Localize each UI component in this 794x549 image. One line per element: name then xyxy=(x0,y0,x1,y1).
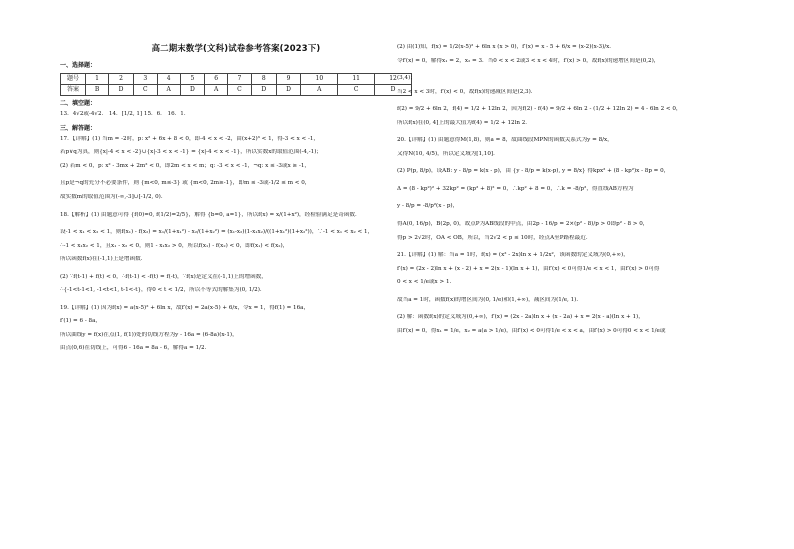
answer-cell: D xyxy=(109,85,134,96)
answer-cell: C xyxy=(133,85,157,96)
solution-line: 所以曲线y = f(x)在点(1, f(1))处的切线方程为y - 16a = (6-8a)(x-1)， xyxy=(60,331,238,338)
question-number-cell: 10 xyxy=(301,74,338,85)
answer-cell: C xyxy=(338,85,375,96)
section-heading-solutions: 三、解答题： xyxy=(60,124,97,132)
solution-line: 0 < x < 1/e或x > 1． xyxy=(397,279,456,286)
solution-line: 且p是¬q的充分不必要条件，则 {m<0, m≤-3} 或 {m<0, 2m≥-1}，即m ≤ -3或-1/2 ≤ m < 0， xyxy=(60,180,311,187)
solution-line: 又得N(10, 4/5)，所以定义域为[1,10]． xyxy=(397,150,499,157)
answer-cell: D xyxy=(276,85,301,96)
page-title: 高二期末数学(文科)试卷参考答案(2023下) xyxy=(151,43,321,53)
answer-cell: D xyxy=(251,85,276,96)
table-row-answers xyxy=(61,85,412,96)
answer-cell: B xyxy=(86,85,109,96)
question-number-cell: 4 xyxy=(157,74,180,85)
table-header-number: 题号 xyxy=(61,74,86,85)
answer-cell: D xyxy=(180,85,205,96)
solution-line: f′(1) = 6 - 8a， xyxy=(60,318,101,325)
solution-line: 20.【详解】(1) 由题意得M(1,8)，则a = 8，故曲线段MPN的函数关系式为y = 8/x， xyxy=(397,137,613,144)
solution-line: 故实数m的取值范围为(-∞,-3]∪[-1/2, 0)． xyxy=(60,194,167,201)
question-number-cell: 2 xyxy=(109,74,134,85)
solution-line: 所以f(x)在(0, 4]上的最大值为f(4) = 1/2 + 12ln 2． xyxy=(397,119,531,126)
solution-line: 由点(0,6)在切线上，可得6 - 16a = 8a - 6，解得a = 1/2． xyxy=(60,345,211,352)
solution-line: (2) P(p, 8/p)，设AB: y - 8/p = k(x - p)，由 {y - 8/p = k(x-p), y = 8/x} 得kpx² + (8 - kp²)x - 8p = 0， xyxy=(397,168,670,175)
question-number-cell: 8 xyxy=(251,74,276,85)
solution-line: 令f′(x) = 0，解得x₁ = 2，x₂ = 3．当0 < x < 2或3 < x < 4时，f′(x) > 0，故f(x)的递增区间是(0,2)， xyxy=(397,57,660,64)
question-number-cell: 3 xyxy=(133,74,157,85)
solution-line: 当2 < x < 3时，f′(x) < 0，故f(x)的递减区间是(2,3)． xyxy=(397,88,537,95)
solution-line: Δ = (8 - kp²)² + 32kp² = (kp² + 8)² = 0，∴kp² + 8 = 0，∴k = -8/p²，得直线AB方程为 xyxy=(397,185,634,192)
left-column xyxy=(60,58,412,359)
question-number-cell: 7 xyxy=(228,74,252,85)
solution-line: 所以函数f(x)在(-1,1)上是增函数． xyxy=(60,256,147,263)
question-number-cell: 12 xyxy=(375,74,412,85)
answer-cell: A xyxy=(157,85,180,96)
solution-line: 18.【解析】(1) 由题意可得 {f(0)=0, f(1/2)=2/5}，解得 {b=0, a=1}，所以f(x) = x/(1+x²)，经检验满足是奇函数． xyxy=(60,211,361,218)
solution-line: f(2) = 9/2 + 6ln 2，f(4) = 1/2 + 12ln 2，因为f(2) - f(4) = 9/2 + 6ln 2 - (1/2 + 12ln 2) = 4 - 6ln 2 < 0， xyxy=(397,106,682,113)
solution-line: 17．【详解】(1) 当m = -2时，p: x² + 6x + 8 < 0，即-4 < x < -2，由(x+2)³ < 1，得-3 < x < -1， xyxy=(60,135,320,142)
right-solution-lines xyxy=(397,44,749,335)
answer-cell: A xyxy=(301,85,338,96)
solution-line: 故当a = 1时，函数f(x)的增区间为(0, 1/e)和(1,+∞)，减区间为(1/e, 1)． xyxy=(397,296,582,303)
solution-line: 19.【详解】(1) 因为f(x) = a(x-5)² + 6ln x，故f′(x) = 2a(x-5) + 6/x，令x = 1，得f(1) = 16a， xyxy=(60,304,310,311)
solution-line: 21.【详解】(1) 解：当a = 1时，f(x) = (x² - 2x)ln x + 1/2x²，该函数的定义域为(0,+∞)， xyxy=(397,252,629,259)
solution-line: (3,4)； xyxy=(397,75,416,82)
table-row-numbers xyxy=(61,74,412,85)
section-heading-choice: 一、选择题： xyxy=(60,62,97,69)
solution-line: ∴-1 < x₁x₂ < 1，且x₁ - x₂ < 0，则1 - x₁x₂ > 0，所以f(x₁) - f(x₂) < 0，即f(x₁) < f(x₂)， xyxy=(60,242,289,249)
answer-cell: A xyxy=(205,85,228,96)
solution-line: 由f′(x) = 0，得x₁ = 1/e，x₂ = a(a > 1/e)，由f′(x) < 0可得1/e < x < a，由f′(x) > 0可得0 < x < 1/e或 xyxy=(397,327,666,334)
question-number-cell: 1 xyxy=(86,74,109,85)
question-number-cell: 6 xyxy=(205,74,228,85)
answer-table xyxy=(60,73,412,96)
solution-line: 设-1 < x₁ < x₂ < 1，则f(x₁) - f(x₂) = x₁/(1+x₁²) - x₂/(1+x₂²) = (x₁-x₂)(1-x₁x₂)/((1+x₁²)(1+x₂²))，∵-1 < x₁ < x₂ < 1， xyxy=(60,229,374,236)
answer-cell: D xyxy=(375,85,412,96)
solution-line: 得A(0, 16/p)，B(2p, 0)，故点P为AB线段的中点，由2p - 16/p = 2×(p² - 8)/p > 0即p² - 8 > 0， xyxy=(397,221,649,228)
solution-line: y - 8/p = -8/p²(x - p)， xyxy=(397,203,459,210)
right-column xyxy=(397,44,749,341)
fill-answers: 13．4√2或-4√2． 14．[1/2, 1] 15．6． 16．1． xyxy=(60,111,190,118)
solution-line: (2) 解：函数f(x)的定义域为(0,+∞)，f′(x) = (2x - 2a)ln x + (x - 2a) + x = 2(x - a)(ln x + 1)， xyxy=(397,314,644,321)
table-header-answer: 答案 xyxy=(61,85,86,96)
section-heading-fill: 二、填空题： xyxy=(60,100,97,108)
question-number-cell: 5 xyxy=(180,74,205,85)
solution-line: (2) ∵f(t-1) + f(t) < 0，∴f(t-1) < -f(t) = f(-t)，∵f(x)是定义在(-1,1)上的增函数， xyxy=(60,273,267,280)
solution-line: (2) 由(1)知，f(x) = 1/2(x-5)² + 6ln x (x > 0)，f′(x) = x - 5 + 6/x = (x-2)(x-3)/x． xyxy=(397,44,615,50)
left-solution-lines xyxy=(60,136,412,353)
solution-line: ∴{-1<t-1<1, -1<t<1, t-1<-t}，得0 < t < 1/2，所以不等式的解集为(0, 1/2)． xyxy=(60,287,266,294)
solution-line: 得p > 2√2时，OA < OB，所以，当2√2 < p ≤ 10时，经点A至P路程最近． xyxy=(397,234,592,241)
solution-line: f′(x) = (2x - 2)ln x + (x - 2) + x = 2(x - 1)(ln x + 1)，由f′(x) < 0可得1/e < x < 1，由f′(x) > 0可得 xyxy=(397,265,660,272)
solution-line: 若p∨q为真，则{x|-4 < x < -2}∪{x|-3 < x < -1} = {x|-4 < x < -1}，所以实数x的取值范围(-4,-1)； xyxy=(60,149,322,156)
question-number-cell: 9 xyxy=(276,74,301,85)
solution-line: (2) 若m < 0，p: x² - 3mx + 2m² < 0，即2m < x < m；q: -3 < x < -1，¬q: x ≤ -3或x ≥ -1， xyxy=(60,162,311,169)
question-number-cell: 11 xyxy=(338,74,375,85)
answer-cell: C xyxy=(228,85,252,96)
